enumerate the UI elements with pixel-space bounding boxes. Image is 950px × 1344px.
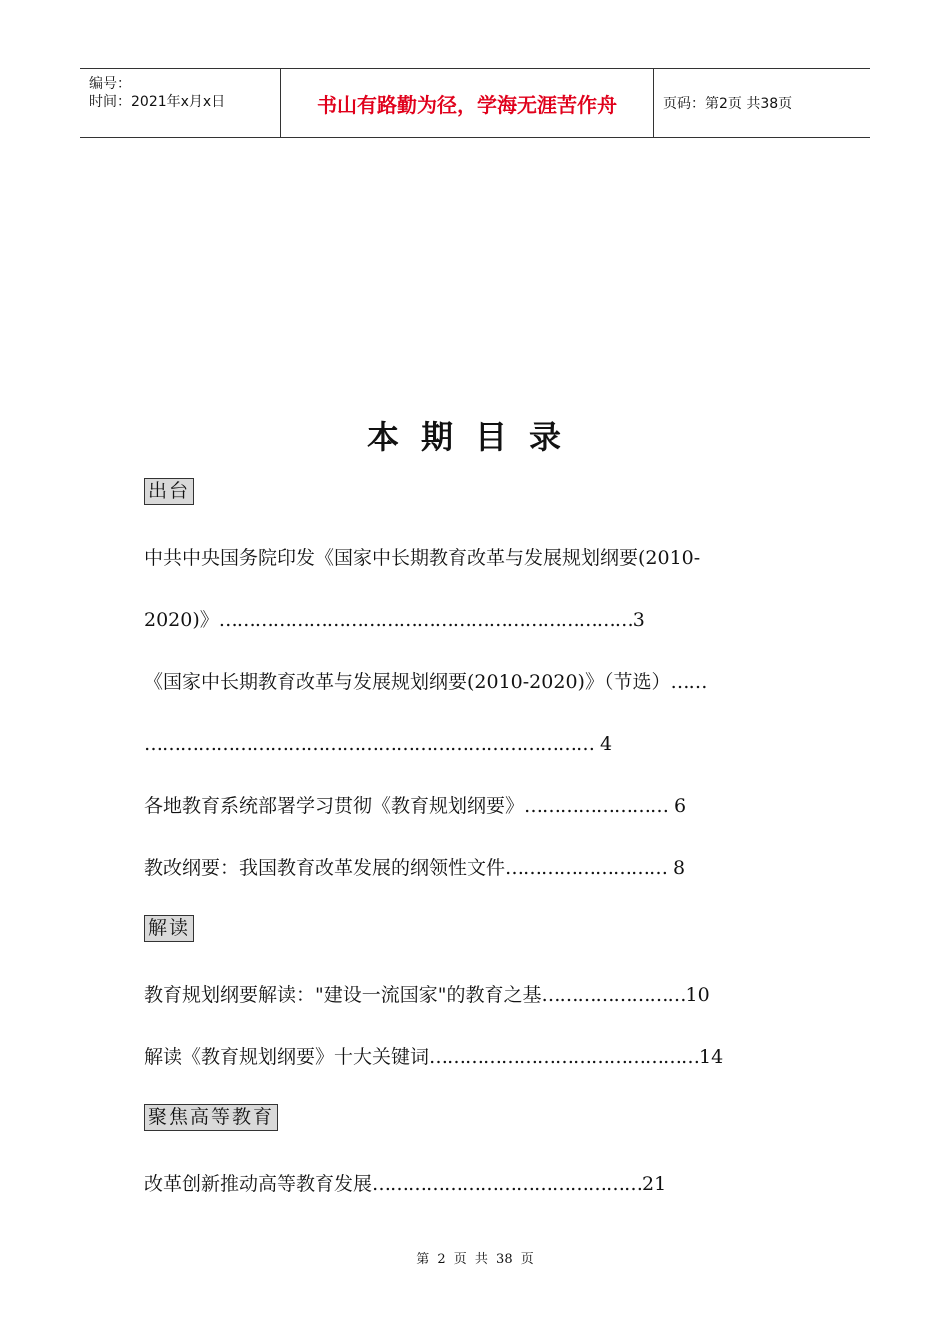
leader-dots: …… [670, 671, 707, 693]
toc-entry-title: 教改纲要：我国教育改革发展的纲领性文件 [144, 857, 506, 879]
header-meta-cell [80, 69, 281, 137]
header-page-label: 页码：第2页 共38页 [663, 96, 793, 112]
table-of-contents [144, 478, 804, 1215]
toc-entry-title: 解读《教育规划纲要》十大关键词 [144, 1046, 430, 1068]
toc-page-number: 3 [632, 609, 645, 631]
toc-title: 本期目录 [366, 418, 583, 456]
toc-page-number: 21 [642, 1173, 667, 1195]
toc-entry-title: 各地教育系统部署学习贯彻《教育规划纲要》 [144, 795, 525, 817]
leader-dots: ……………………………………… [429, 1046, 700, 1068]
section-label-jiedu: 解读 [144, 915, 194, 942]
toc-entry-2-cont[interactable] [144, 713, 804, 775]
toc-entry-title: 2020)》 [144, 609, 219, 631]
section-label-chutai: 出台 [144, 478, 194, 505]
leader-dots: ……………………… [505, 857, 668, 879]
leader-dots: …………………… [524, 795, 669, 817]
header-motto: 书山有路勤为径，学海无涯苦作舟 [281, 69, 654, 137]
section-label-higher-education: 聚焦高等教育 [144, 1104, 278, 1131]
toc-entry-3[interactable] [144, 775, 804, 837]
leader-dots: ……………………………………… [372, 1173, 643, 1195]
number-label: 编号： [89, 76, 131, 92]
page-footer: 第 2 页 共 38 页 [416, 1252, 534, 1267]
toc-entry-6[interactable] [144, 1026, 804, 1088]
toc-entry-1[interactable] [144, 527, 804, 589]
toc-entry-title: 教育规划纲要解读："建设一流国家"的教育之基 [144, 984, 542, 1006]
toc-page-number: 10 [685, 984, 710, 1006]
toc-page-number: 14 [699, 1046, 724, 1068]
toc-page-number: 4 [594, 733, 613, 755]
toc-entry-4[interactable] [144, 837, 804, 899]
toc-entry-title: 改革创新推动高等教育发展 [144, 1173, 373, 1195]
page-header [80, 68, 870, 138]
toc-page-number: 8 [667, 857, 686, 879]
toc-entry-2[interactable] [144, 651, 804, 713]
leader-dots: …………………… [541, 984, 686, 1006]
toc-entry-title: 《国家中长期教育改革与发展规划纲要(2010-2020)》（节选） [144, 671, 671, 693]
toc-entry-5[interactable] [144, 964, 804, 1026]
time-label: 时间：2021年x月x日 [89, 94, 226, 110]
toc-entry-1-cont[interactable] [144, 589, 804, 651]
toc-page-number: 6 [668, 795, 687, 817]
leader-dots: ………………………………………………………………… [144, 733, 594, 755]
leader-dots: …………………………………………………………… [218, 609, 633, 631]
toc-entry-7[interactable] [144, 1153, 804, 1215]
toc-entry-title: 中共中央国务院印发《国家中长期教育改革与发展规划纲要(2010- [144, 547, 701, 569]
